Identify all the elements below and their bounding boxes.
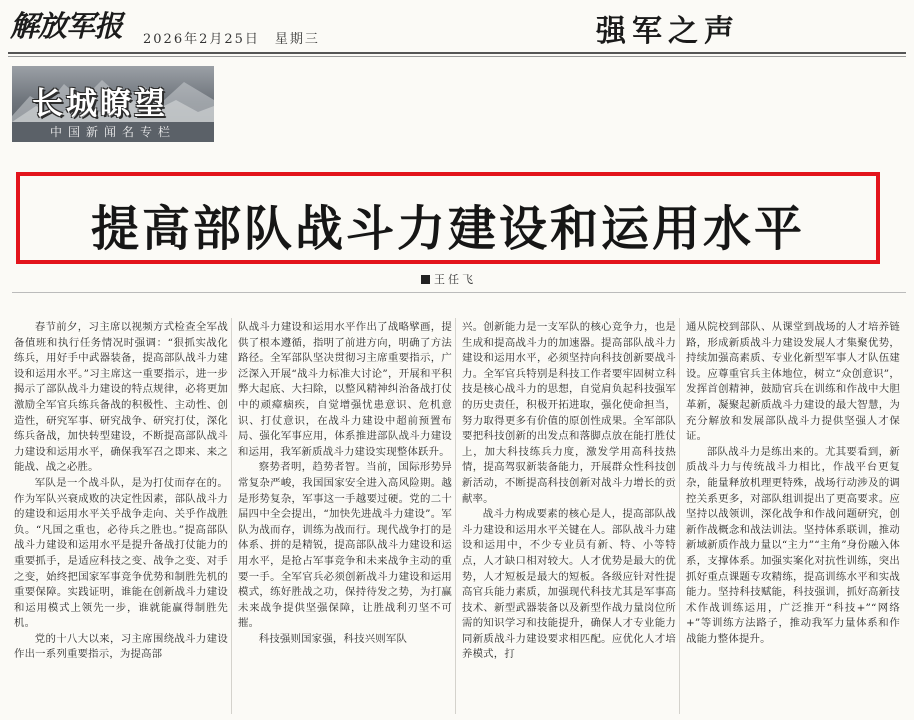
paragraph: 部队战斗力是练出来的。尤其要看到，新质战斗力与传统战斗力相比，作战平台更复杂，能量释放机理更特殊，战场行动涉及的调控关系更多，对部队组训提出了更高要求。应坚持以战领训，深化战争和作战问题研究，创新作战概念和战法训法。坚持体系联训，推动新域新质作战力量以“主力”“主角”身份融入体系，支撑体系。加强实案化对抗性训练，突出抓好重点课题专攻精练，提高训练水平和实战能力。坚持科技赋能，科技强训，抓好高新技术作战训练运用，广泛推开“科技+”“网络+”等训练方法路子，推动我军力量体系和作战能力整体提升。 — [686, 445, 900, 645]
paragraph: 兴。创新能力是一支军队的核心竞争力，也是生成和提高战斗力的加速器。提高部队战斗力建设和运用水平，必须坚持向科技创新要战斗力。全军官兵特别是科技工作者要牢固树立科技是核心战斗力的思想，自觉肩负起科技强军的历史责任，积极开拓进取，强化使命担当，努力取得更多有价值的原创性成果。全军部队要把科技创新的出发点和落脚点放在能打胜仗上，加大科技练兵力度，激发学用高科技热情，提高驾驭新装备能力，开展群众性科技创新活动，不断提高科技创新对战斗力增长的贡献率。 — [462, 321, 676, 505]
masthead-rule-thin — [8, 56, 906, 57]
paragraph: 党的十八大以来，习主席围绕战斗力建设作出一系列重要指示，为提高部 — [14, 632, 228, 661]
column-name: 长城瞭望 — [32, 86, 168, 122]
article-rule — [12, 292, 906, 293]
paragraph: 战斗力构成要素的核心是人，提高部队战斗力建设和运用水平关键在人。部队战斗力建设和运用中，不少专业员有新、特、小等特点，人才缺口相对较大。人才优势是最大的优势，人才短板是最大的短板。各级应针对性提高官兵能力素质，加强现代科技尤其是军事高技术、新型武器装备以及新型作战力量岗位所需的知识学习和技能提升，确保人才专业能力同新质战斗力建设要求相匹配。应优化人才培养模式，打 — [462, 508, 676, 661]
headline-box — [16, 172, 880, 264]
paragraph: 春节前夕，习主席以视频方式检查全军战备值班和执行任务情况时强调：“狠抓实战化练兵，用好手中武器装备，提高部队战斗力建设和运用水平。”习主席这一重要指示，进一步揭示了部队战斗力建设的特点规律，必将更加激励全军官兵练兵备战的积极性、主动性、创造性，研究军事、研究战争、研究打仗，深化练兵备战，加快转型建设，不断提高部队战斗力建设和运用水平，确保我军召之即来、来之能战、战之必胜。 — [14, 321, 228, 474]
paragraph: 通从院校到部队、从课堂到战场的人才培养链路，形成新质战斗力建设发展人才集聚优势，持续加强高素质、专业化新型军事人才队伍建设。应尊重官兵主体地位，树立“众创意识”，发挥首创精神，鼓励官兵在训练和作战中大胆革新，凝聚起新质战斗力建设的最大智慧，为充分解放和发展部队战斗力提供坚强人才保证。 — [686, 321, 900, 443]
column-badge — [12, 66, 214, 142]
column-divider — [455, 318, 456, 714]
column-subtitle: 中国新闻名专栏 — [49, 125, 176, 139]
paragraph: 队战斗力建设和运用水平作出了战略擘画，提供了根本遵循，指明了前进方向，明确了方法路径。全军部队坚决贯彻习主席重要指示，广泛深入开展“战斗力标准大讨论”，开展和平积弊大起底、大扫除，以整风精神纠治备战打仗中的顽瘴痼疾，自觉增强忧患意识、危机意识、打仗意识，在战斗力建设中超前预置布局、强化军事应用，体系推进部队战斗力建设和运用，我军新质战斗力建设实现整体跃升。 — [238, 321, 452, 458]
column-divider — [231, 318, 232, 714]
paragraph: 军队是一个战斗队，是为打仗而存在的。作为军队兴衰成败的决定性因素，部队战斗力的建设和运用水平关乎战争走向、关乎作战胜负。“凡国之重也，必待兵之胜也。”提高部队战斗力建设和运用水平是提升备战打仗能力的重要抓手，是适应科技之变、战争之变、对手之变，始终把国家军事竞争优势和制胜先机的重要保障。实践证明，谁能在创新战斗力建设和运用模式上领先一步，谁就能赢得制胜先机。 — [14, 476, 228, 630]
article-column-2 — [238, 320, 452, 647]
masthead-logo: 解放军报 — [10, 9, 123, 43]
column-divider — [679, 318, 680, 714]
byline-author: 王任飞 — [434, 273, 476, 286]
article-column-3 — [462, 320, 676, 663]
masthead-rule — [8, 52, 906, 54]
byline-marker — [421, 275, 430, 284]
section-title: 强军之声 — [596, 14, 740, 49]
article-column-4 — [686, 320, 900, 647]
byline — [421, 271, 476, 287]
paragraph: 察势者明，趋势者智。当前，国际形势异常复杂严峻，我国国家安全进入高风险期。越是形势复杂，军事这一手越要过硬。党的二十届四中全会提出，“加快先进战斗力建设”。军队为战而存，训练为战而行。现代战争打的是体系、拼的是精锐，提高部队战斗力建设和运用水平，是抢占军事竞争和未来战争主动的重要一手。全军官兵必须创新战斗力建设和运用模式，练好胜战之功，保持待发之势，为打赢未来战争提供坚强保障，让胜战利刃坚不可摧。 — [238, 461, 452, 630]
paragraph: 科技强则国家强，科技兴则军队 — [258, 632, 408, 645]
article-column-1 — [14, 320, 228, 663]
headline: 提高部队战斗力建设和运用水平 — [90, 201, 805, 257]
masthead-date: 2026年2月25日 星期三 — [143, 32, 320, 47]
